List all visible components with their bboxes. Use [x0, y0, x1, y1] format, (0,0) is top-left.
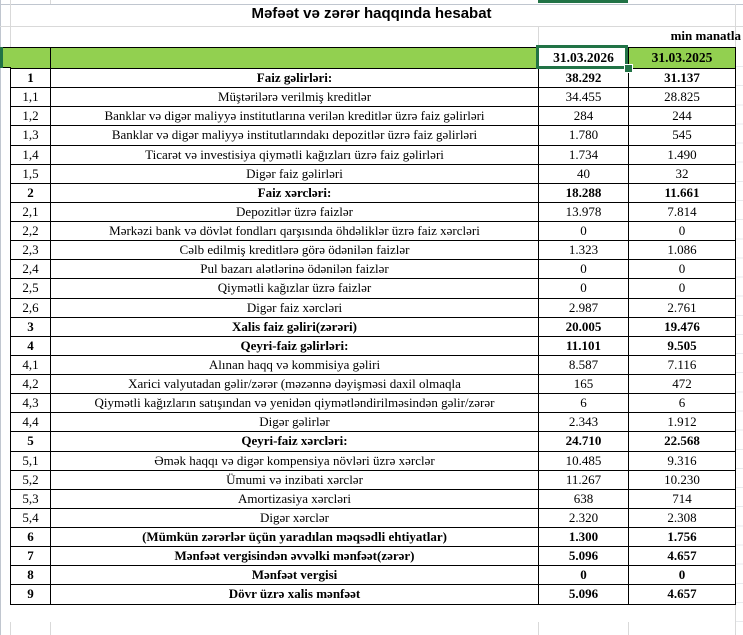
row-number-cell[interactable]: 1,2: [11, 107, 51, 126]
value-2025-cell[interactable]: 4.657: [629, 585, 736, 604]
value-2025-cell[interactable]: 4.657: [629, 547, 736, 566]
label-cell[interactable]: Mərkəzi bank və dövlət fondları qarşısında öhdəliklər üzrə faiz xərcləri: [51, 222, 539, 241]
table-row: [11, 88, 736, 107]
value-2025-cell[interactable]: 7.814: [629, 202, 736, 221]
value-2026-cell[interactable]: 1.323: [539, 241, 629, 260]
label-cell[interactable]: Dövr üzrə xalis mənfəət: [51, 585, 539, 604]
gridline-bottom-1: [10, 622, 11, 635]
row-number-cell[interactable]: 4,2: [11, 375, 51, 394]
value-2025-cell[interactable]: 1.756: [629, 528, 736, 547]
table-row: [11, 566, 736, 585]
value-2025-cell[interactable]: 19.476: [629, 317, 736, 336]
value-2025-cell[interactable]: 2.308: [629, 508, 736, 527]
value-2026-cell[interactable]: 0: [539, 260, 629, 279]
row-number-cell[interactable]: 7: [11, 547, 51, 566]
fill-handle[interactable]: [624, 64, 633, 73]
row-number-cell[interactable]: 6: [11, 528, 51, 547]
value-2025-cell[interactable]: 244: [629, 107, 736, 126]
selected-column-header-edge: [538, 0, 628, 3]
value-2026-cell[interactable]: 2.320: [539, 508, 629, 527]
value-2025-cell[interactable]: 714: [629, 489, 736, 508]
table-row: [11, 394, 736, 413]
label-cell[interactable]: Ticarət və investisiya qiymətli kağızları üzrə faiz gəlirləri: [51, 145, 539, 164]
table-row: [11, 222, 736, 241]
row-number-cell[interactable]: 2,4: [11, 260, 51, 279]
gridline-bottom-4: [628, 622, 629, 635]
value-2025-cell[interactable]: 0: [629, 260, 736, 279]
value-2026-cell[interactable]: 18.288: [539, 183, 629, 202]
report-table: [10, 47, 736, 605]
label-cell[interactable]: Digər faiz xərcləri: [51, 298, 539, 317]
table-row: [11, 355, 736, 374]
value-2026-cell[interactable]: 0: [539, 279, 629, 298]
value-2025-cell[interactable]: 9.505: [629, 336, 736, 355]
row-number-cell[interactable]: 4,3: [11, 394, 51, 413]
table-row: [11, 547, 736, 566]
gridline-col-b-stub: [50, 0, 51, 4]
label-cell[interactable]: Banklar və digər maliyyə institutlarına verilən kreditlər üzrə faiz gəlirləri: [51, 107, 539, 126]
value-2025-cell[interactable]: 1.086: [629, 241, 736, 260]
unit-note[interactable]: min manatla: [670, 28, 741, 43]
table-row: [11, 336, 736, 355]
row-number-cell[interactable]: 1,1: [11, 88, 51, 107]
label-cell[interactable]: Mənfəət vergisi: [51, 566, 539, 585]
label-cell[interactable]: Əmək haqqı və digər kompensiya növləri üzrə xərclər: [51, 451, 539, 470]
value-2026-cell[interactable]: 5.096: [539, 585, 629, 604]
table-row: [11, 489, 736, 508]
table-row: [11, 183, 736, 202]
value-2025-cell[interactable]: 11.661: [629, 183, 736, 202]
value-2026-cell[interactable]: 165: [539, 375, 629, 394]
label-cell[interactable]: Qiymətli kağızların satışından və yenidən qiymətləndirilməsindən gəlir/zərər: [51, 394, 539, 413]
row-number-cell[interactable]: 2,2: [11, 222, 51, 241]
label-cell[interactable]: Digər xərclər: [51, 508, 539, 527]
table-row: [11, 317, 736, 336]
label-cell[interactable]: Mənfəət vergisindən əvvəlki mənfəət(zərər): [51, 547, 539, 566]
table-row: [11, 375, 736, 394]
selected-cell-date-2026[interactable]: 31.03.2026: [539, 48, 629, 69]
table-row: [11, 470, 736, 489]
row-number-cell[interactable]: 2,5: [11, 279, 51, 298]
value-2026-cell[interactable]: 6: [539, 394, 629, 413]
table-row: [11, 298, 736, 317]
row-number-cell[interactable]: 8: [11, 566, 51, 585]
label-cell[interactable]: Xarici valyutadan gəlir/zərər (məzənnə dəyişməsi daxil olmaqla: [51, 375, 539, 394]
row-number-cell[interactable]: 5,1: [11, 451, 51, 470]
table-row: [11, 528, 736, 547]
row-number-cell[interactable]: 5,4: [11, 508, 51, 527]
table-row: [11, 241, 736, 260]
value-2026-cell[interactable]: 5.096: [539, 547, 629, 566]
value-2026-cell[interactable]: 0: [539, 222, 629, 241]
row-number-cell[interactable]: 1,5: [11, 164, 51, 183]
value-2025-cell[interactable]: 0: [629, 566, 736, 585]
row-number-cell[interactable]: 4: [11, 336, 51, 355]
row-number-cell[interactable]: 5,2: [11, 470, 51, 489]
value-2026-cell[interactable]: 24.710: [539, 432, 629, 451]
header-blank-no-cell[interactable]: [11, 48, 51, 69]
label-cell[interactable]: Banklar və digər maliyyə institutlarındakı depozitlər üzrə faiz gəlirləri: [51, 126, 539, 145]
label-cell[interactable]: Cəlb edilmiş kreditlərə görə ödənilən faizlər: [51, 241, 539, 260]
value-2026-cell[interactable]: 284: [539, 107, 629, 126]
table-row: [11, 164, 736, 183]
value-2026-cell[interactable]: 0: [539, 566, 629, 585]
value-2025-cell[interactable]: 22.568: [629, 432, 736, 451]
value-2025-cell[interactable]: 1.490: [629, 145, 736, 164]
table-row: [11, 126, 736, 145]
label-cell[interactable]: Faiz xərcləri:: [51, 183, 539, 202]
row-header-edge-line: [0, 0, 1, 635]
table-row: [11, 202, 736, 221]
value-2026-cell[interactable]: 2.343: [539, 413, 629, 432]
table-row: [11, 585, 736, 604]
value-2025-cell[interactable]: 545: [629, 126, 736, 145]
label-cell[interactable]: Qiymətli kağızlar üzrə faizlər: [51, 279, 539, 298]
row-number-cell[interactable]: 2,3: [11, 241, 51, 260]
label-cell[interactable]: Qeyri-faiz gəlirləri:: [51, 336, 539, 355]
table-row: [11, 260, 736, 279]
label-cell[interactable]: Amortizasiya xərcləri: [51, 489, 539, 508]
value-2026-cell[interactable]: 1.780: [539, 126, 629, 145]
table-row: [11, 451, 736, 470]
row-number-cell[interactable]: 1: [11, 69, 51, 88]
row-number-cell[interactable]: 2: [11, 183, 51, 202]
right-margin-gridlines: [736, 66, 743, 623]
value-2025-cell[interactable]: 2.761: [629, 298, 736, 317]
gridline-bottom-2: [50, 622, 51, 635]
row-number-cell[interactable]: 5: [11, 432, 51, 451]
gridline-under-title: [0, 26, 743, 27]
table-row: [11, 432, 736, 451]
row-number-cell[interactable]: 2,1: [11, 202, 51, 221]
value-2026-cell[interactable]: 20.005: [539, 317, 629, 336]
value-2026-cell[interactable]: 10.485: [539, 451, 629, 470]
row-number-cell[interactable]: 3: [11, 317, 51, 336]
value-2026-cell[interactable]: 11.267: [539, 470, 629, 489]
value-2025-cell[interactable]: 7.116: [629, 355, 736, 374]
table-row: [11, 107, 736, 126]
value-2026-cell[interactable]: 8.587: [539, 355, 629, 374]
table-row: [11, 508, 736, 527]
value-2026-cell[interactable]: 34.455: [539, 88, 629, 107]
table-row: [11, 279, 736, 298]
value-2025-cell[interactable]: 6: [629, 394, 736, 413]
value-2026-cell[interactable]: 11.101: [539, 336, 629, 355]
header-date-2025-cell[interactable]: 31.03.2025: [629, 48, 736, 69]
label-cell[interactable]: (Mümkün zərərlər üçün yaradılan məqsədli ehtiyatlar): [51, 528, 539, 547]
row-number-cell[interactable]: 5,3: [11, 489, 51, 508]
value-2025-cell[interactable]: 1.912: [629, 413, 736, 432]
row-number-cell[interactable]: 4,1: [11, 355, 51, 374]
value-2026-cell[interactable]: 1.734: [539, 145, 629, 164]
value-2025-cell[interactable]: 0: [629, 222, 736, 241]
value-2026-cell[interactable]: 638: [539, 489, 629, 508]
value-2025-cell[interactable]: 28.825: [629, 88, 736, 107]
value-2025-cell[interactable]: 472: [629, 375, 736, 394]
row-number-cell[interactable]: 9: [11, 585, 51, 604]
gridline-col-d: [538, 26, 539, 47]
label-cell[interactable]: Qeyri-faiz xərcləri:: [51, 432, 539, 451]
header-row-left-fill: [2, 47, 11, 68]
row-number-cell[interactable]: 1,3: [11, 126, 51, 145]
value-2026-cell[interactable]: 2.987: [539, 298, 629, 317]
label-cell[interactable]: Digər faiz gəlirləri: [51, 164, 539, 183]
selected-row-header-edge: [0, 47, 3, 68]
value-2026-cell[interactable]: 1.300: [539, 528, 629, 547]
value-2025-cell[interactable]: 10.230: [629, 470, 736, 489]
header-blank-label-cell[interactable]: [51, 48, 539, 69]
label-cell[interactable]: Pul bazarı alətlərinə ödənilən faizlər: [51, 260, 539, 279]
label-cell[interactable]: Digər gəlirlər: [51, 413, 539, 432]
value-2026-cell[interactable]: 38.292: [539, 69, 629, 88]
row-number-cell[interactable]: 1,4: [11, 145, 51, 164]
label-cell[interactable]: Depozitlər üzrə faizlər: [51, 202, 539, 221]
value-2026-cell[interactable]: 13.978: [539, 202, 629, 221]
gridline-bottom-3: [538, 622, 539, 635]
row-number-cell[interactable]: 2,6: [11, 298, 51, 317]
value-2025-cell[interactable]: 31.137: [629, 69, 736, 88]
report-title[interactable]: Məfəət və zərər haqqında hesabat: [251, 5, 492, 22]
label-cell[interactable]: Alınan haqq və kommisiya gəliri: [51, 355, 539, 374]
label-cell[interactable]: Ümumi və inzibati xərclər: [51, 470, 539, 489]
label-cell[interactable]: Müştərilərə verilmiş kreditlər: [51, 88, 539, 107]
label-cell[interactable]: Xalis faiz gəliri(zərəri): [51, 317, 539, 336]
value-2026-cell[interactable]: 40: [539, 164, 629, 183]
value-2025-cell[interactable]: 9.316: [629, 451, 736, 470]
table-row: [11, 413, 736, 432]
table-row: [11, 145, 736, 164]
row-number-cell[interactable]: 4,4: [11, 413, 51, 432]
label-cell[interactable]: Faiz gəlirləri:: [51, 69, 539, 88]
value-2025-cell[interactable]: 32: [629, 164, 736, 183]
value-2025-cell[interactable]: 0: [629, 279, 736, 298]
